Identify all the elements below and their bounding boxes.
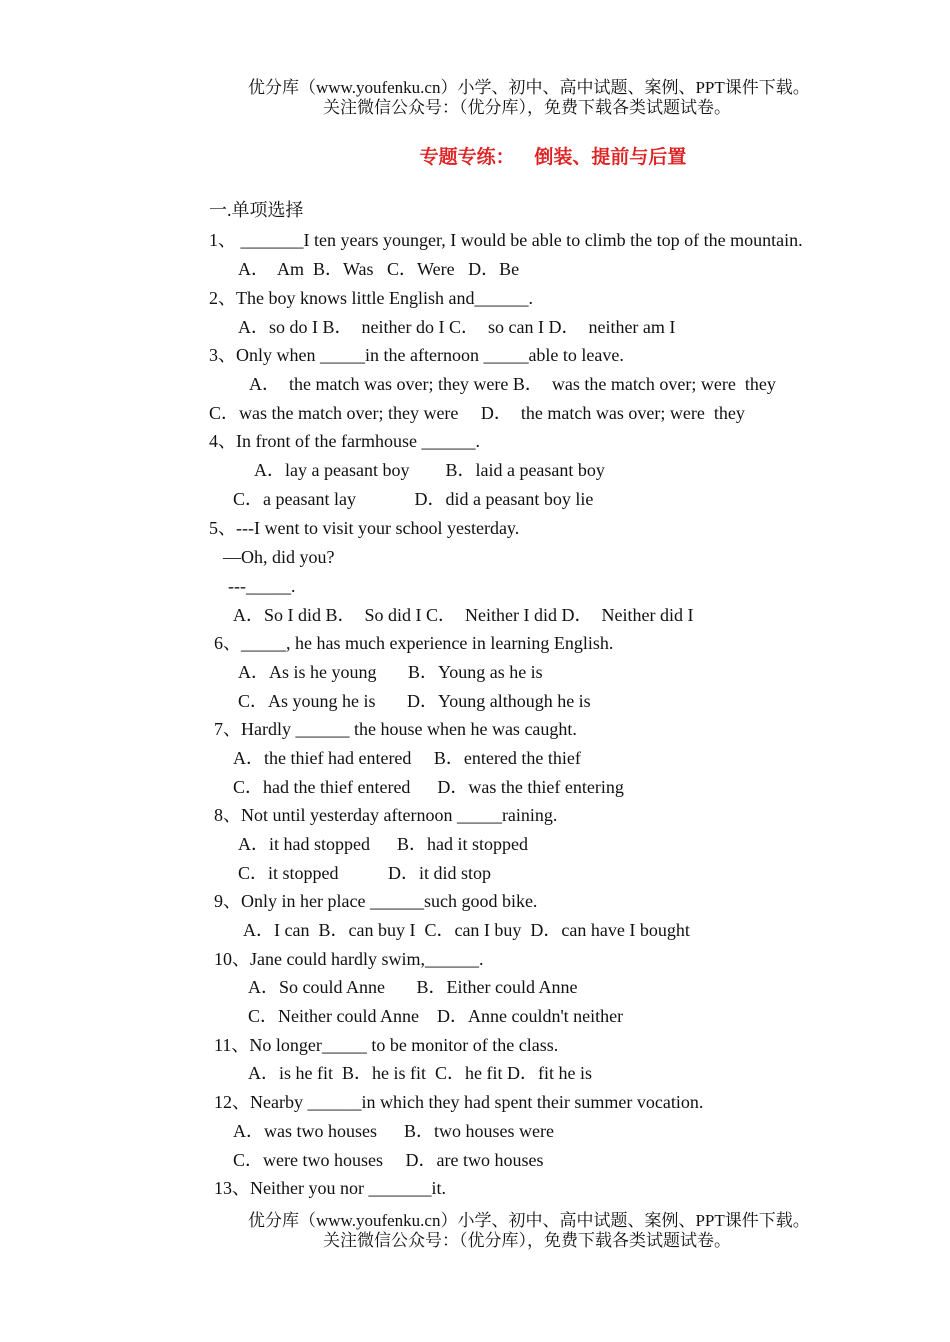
question-6-options-cd: C．As young he is D．Young although he is	[238, 691, 591, 711]
footer-line-2: 关注微信公众号：（优分库），免费下载各类试题试卷。	[323, 1231, 731, 1250]
question-8-options-cd: C．it stopped D．it did stop	[238, 863, 492, 883]
question-12-options-cd: C．were two houses D．are two houses	[233, 1150, 544, 1170]
question-11: 11、No longer_____ to be monitor of the class.	[214, 1035, 559, 1055]
question-11-options: A．is he fit B．he is fit C．he fit D．fit he is	[248, 1063, 592, 1083]
question-4: 4、In front of the farmhouse ______.	[209, 431, 480, 451]
header-line-1: 优分库（www.youfenku.cn）小学、初中、高中试题、案例、PPT课件下载。	[248, 78, 810, 97]
question-12-options-ab: A．was two houses B．two houses were	[233, 1121, 554, 1141]
question-5-dialogue-blank: ---_____.	[228, 576, 296, 596]
question-12: 12、Nearby ______in which they had spent their summer vocation.	[214, 1092, 704, 1112]
question-7-options-cd: C．had the thief entered D．was the thief entering	[233, 777, 624, 797]
question-6-options-ab: A．As is he young B．Young as he is	[238, 662, 543, 682]
question-3: 3、Only when _____in the afternoon _____able to leave.	[209, 345, 624, 365]
question-1-options: A． Am B．Was C．Were D．Be	[238, 259, 520, 279]
question-10-options-ab: A．So could Anne B．Either could Anne	[248, 977, 578, 997]
footer-line-1: 优分库（www.youfenku.cn）小学、初中、高中试题、案例、PPT课件下载。	[248, 1211, 810, 1230]
question-9: 9、Only in her place ______such good bike.	[214, 891, 538, 911]
question-9-options: A．I can B．can buy I C．can I buy D．can have I bought	[243, 920, 690, 940]
question-8: 8、Not until yesterday afternoon _____raining.	[214, 805, 558, 825]
question-10-options-cd: C．Neither could Anne D．Anne couldn't neither	[248, 1006, 624, 1026]
question-1: 1、 _______I ten years younger, I would be able to climb the top of the mountain.	[209, 230, 803, 250]
page-header	[248, 78, 888, 118]
header-line-2: 关注微信公众号：（优分库），免费下载各类试题试卷。	[323, 98, 731, 117]
question-7-options-ab: A．the thief had entered B．entered the thief	[233, 748, 581, 768]
question-8-options-ab: A．it had stopped B．had it stopped	[238, 834, 528, 854]
question-10: 10、Jane could hardly swim,______.	[214, 949, 484, 969]
question-13: 13、Neither you nor _______it.	[214, 1178, 446, 1198]
question-3-options-ab: A． the match was over; they were B． was the match over; were they	[249, 374, 776, 394]
question-7: 7、Hardly ______ the house when he was caught.	[214, 719, 577, 739]
question-6: 6、_____, he has much experience in learning English.	[214, 633, 614, 653]
section-heading: 一.单项选择	[209, 200, 304, 220]
page-footer	[248, 1211, 888, 1251]
question-5: 5、---I went to visit your school yesterday.	[209, 518, 520, 538]
question-5-options: A．So I did B． So did I C． Neither I did D． Neither did I	[233, 605, 694, 625]
question-2: 2、The boy knows little English and______.	[209, 288, 533, 308]
question-2-options: A．so do I B． neither do I C． so can I D． neither am I	[238, 317, 676, 337]
question-5-dialogue-reply: —Oh, did you?	[223, 547, 335, 567]
question-3-options-cd: C．was the match over; they were D． the match was over; were they	[209, 403, 745, 423]
page-title: 专题专练： 倒装、提前与后置	[419, 146, 687, 168]
question-4-options-cd: C．a peasant lay D．did a peasant boy lie	[233, 489, 594, 509]
question-4-options-ab: A．lay a peasant boy B．laid a peasant boy	[254, 460, 605, 480]
